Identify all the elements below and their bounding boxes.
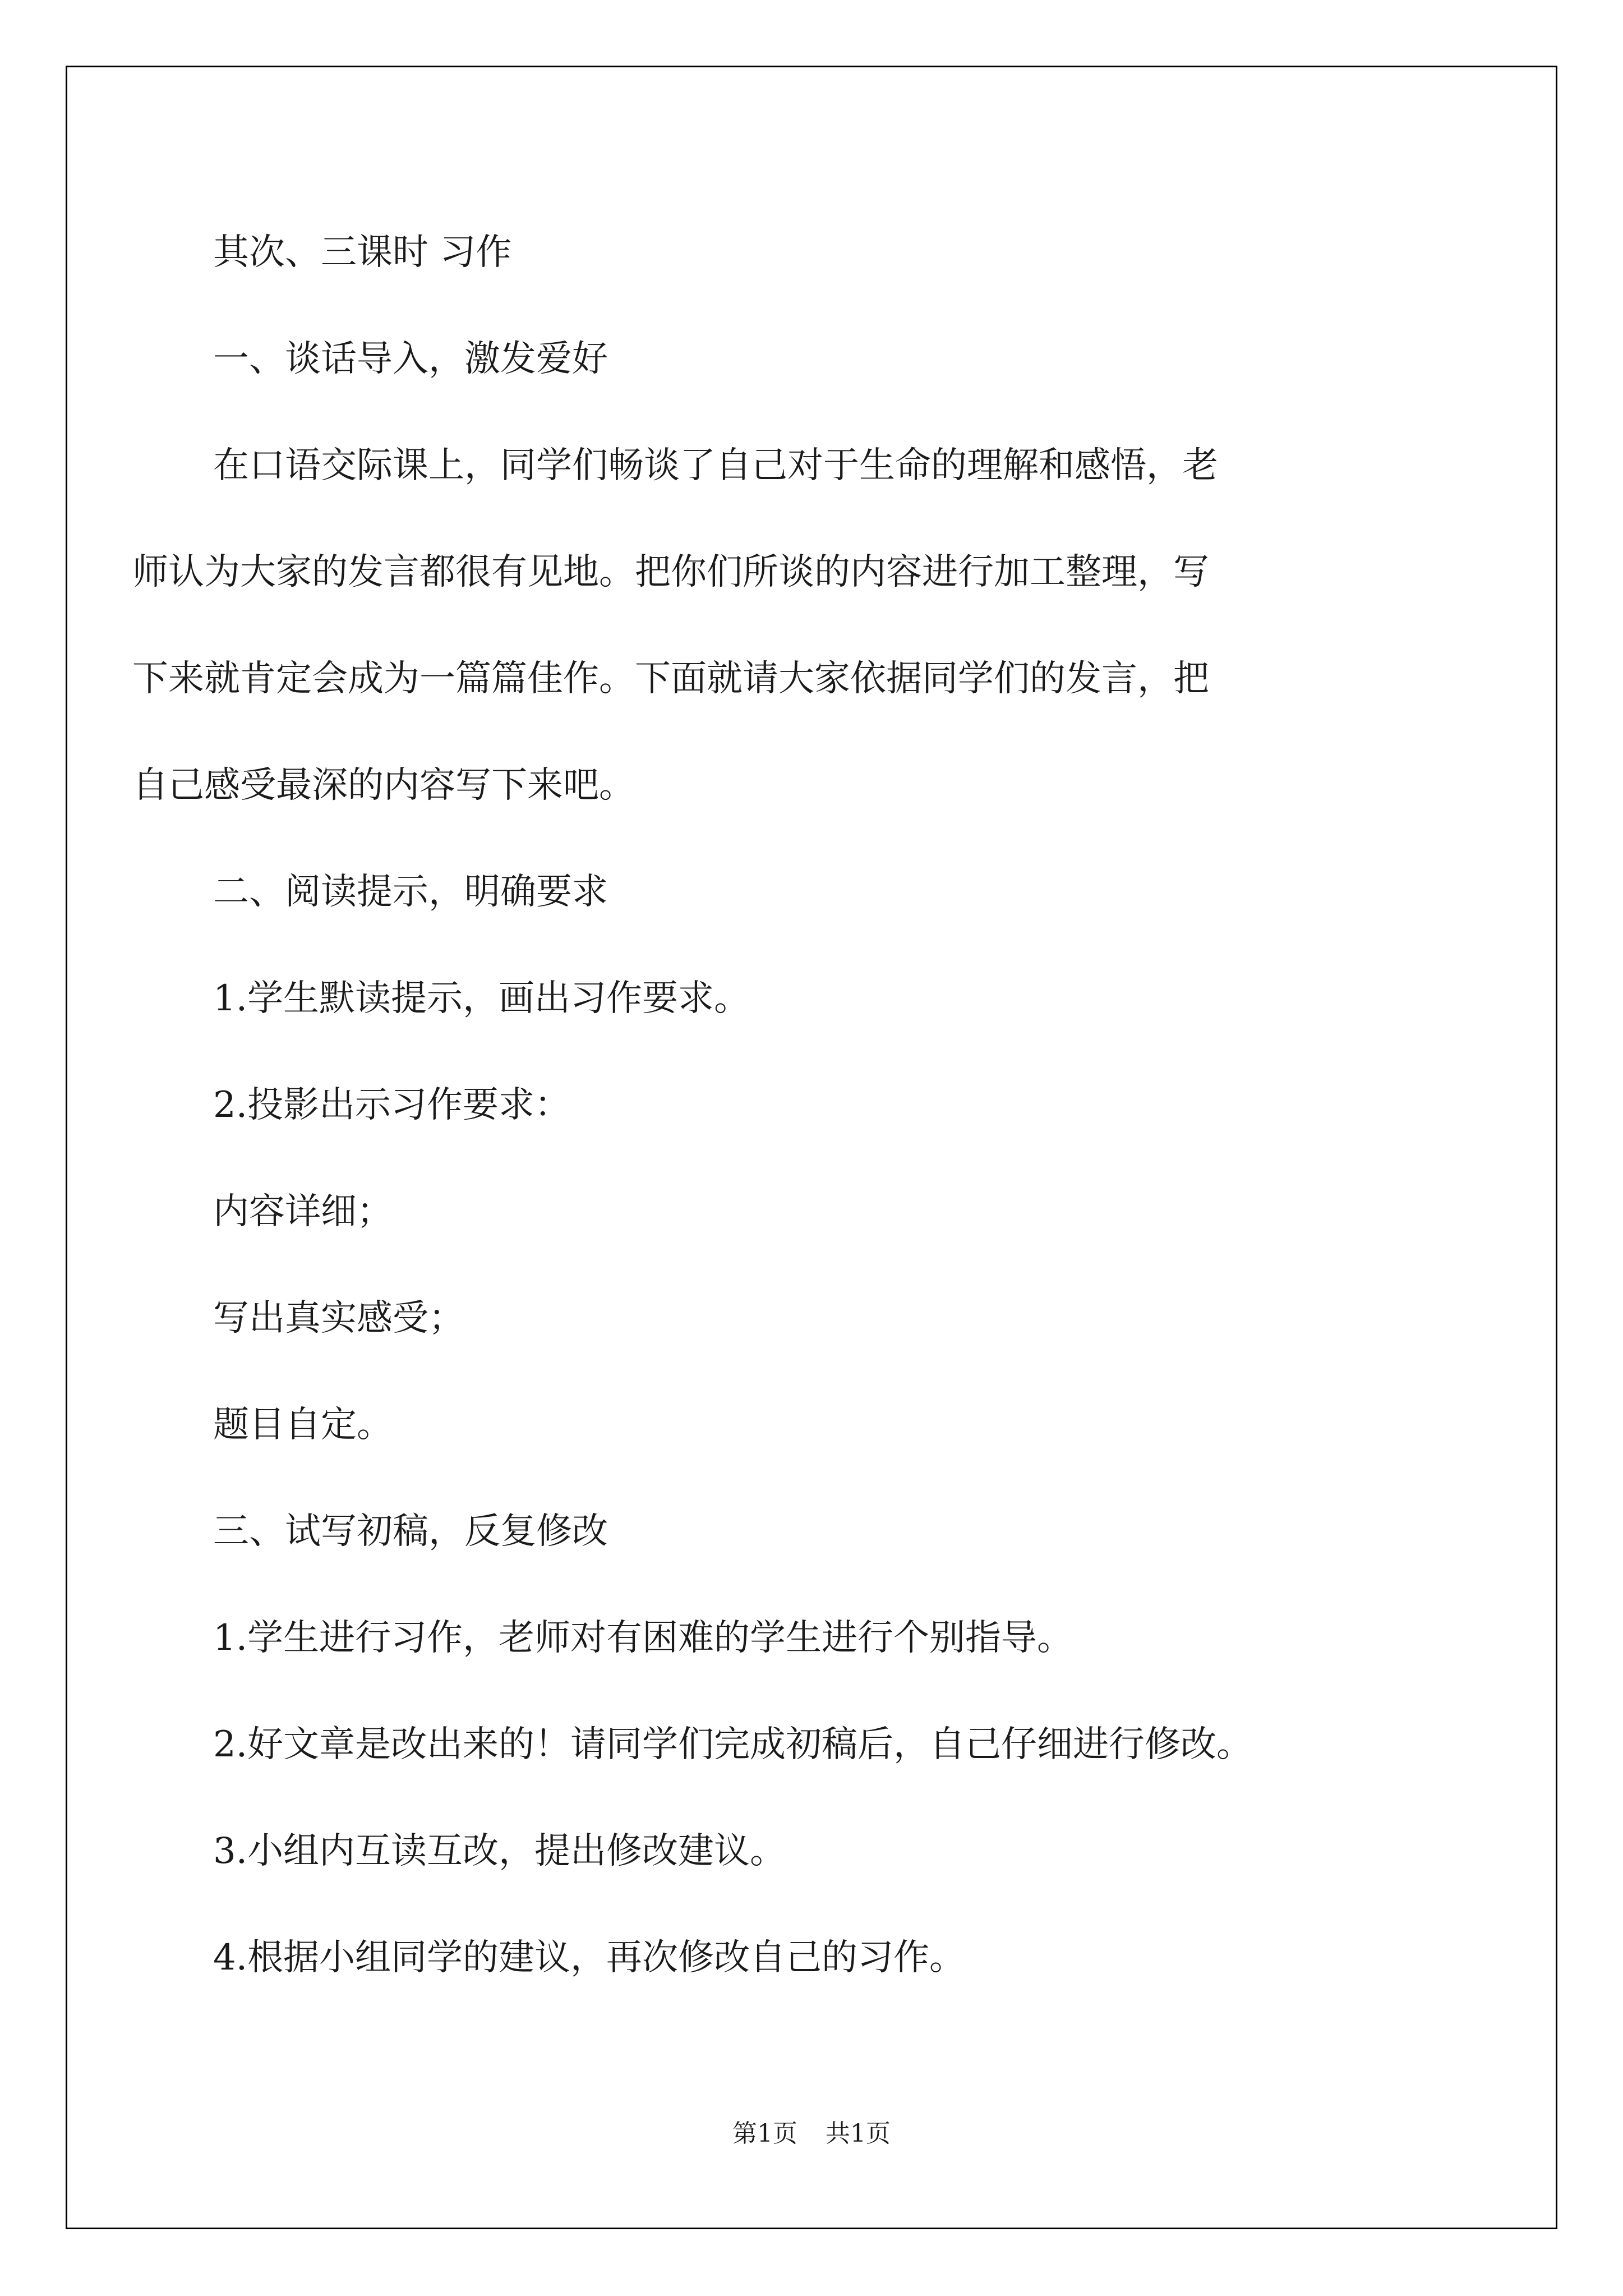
- page-number: 第1页: [732, 2119, 797, 2148]
- requirement-item: 写出真实感受；: [213, 1297, 464, 1339]
- section-heading-drafting: 三、试写初稿，反复修改: [213, 1511, 608, 1552]
- page-footer: [0, 2117, 1623, 2151]
- page-total: 共1页: [826, 2119, 891, 2148]
- requirement-item: 题目自定。: [213, 1404, 393, 1446]
- list-item: 4.根据小组同学的建议，再次修改自己的习作。: [213, 1937, 966, 1978]
- paragraph-line: 在口语交际课上，同学们畅谈了自己对于生命的理解和感悟，老: [213, 445, 1218, 486]
- paragraph-line: 师认为大家的发言都很有见地。把你们所谈的内容进行加工整理，写: [132, 551, 1209, 593]
- paragraph-line: 自己感受最深的内容写下来吧。: [132, 765, 635, 806]
- list-item: 1.学生默读提示，画出习作要求。: [213, 978, 750, 1019]
- section-heading-writing: 其次、三课时 习作: [213, 232, 512, 273]
- list-item: 2.投影出示习作要求：: [213, 1084, 571, 1126]
- list-item: 1.学生进行习作，老师对有困难的学生进行个别指导。: [213, 1617, 1073, 1659]
- list-item: 3.小组内互读互改，提出修改建议。: [213, 1830, 786, 1872]
- section-heading-intro: 一、谈话导入，激发爱好: [213, 338, 608, 380]
- paragraph-line: 下来就肯定会成为一篇篇佳作。下面就请大家依据同学们的发言，把: [132, 658, 1209, 700]
- list-item: 2.好文章是改出来的！请同学们完成初稿后，自己仔细进行修改。: [213, 1724, 1253, 1765]
- requirement-item: 内容详细；: [213, 1191, 393, 1232]
- section-heading-reading: 二、阅读提示，明确要求: [213, 871, 608, 913]
